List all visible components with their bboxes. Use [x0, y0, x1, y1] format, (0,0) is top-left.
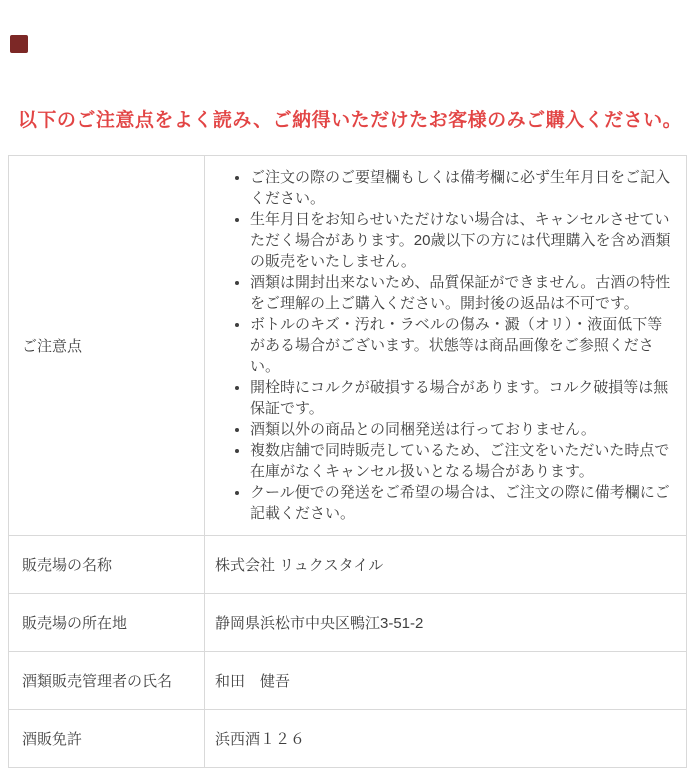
note-item: • 複数店舗で同時販売しているため、ご注文をいただいた時点で在庫がなくキャンセル扱いとなる場合があります。	[250, 440, 674, 482]
note-item: • 酒類以外の商品との同梱発送は行っておりません。	[250, 419, 674, 440]
row-value-manager-name: 和田 健吾	[205, 652, 687, 710]
row-label-notes: ご注意点	[9, 156, 205, 536]
note-item: • 酒類は開封出来ないため、品質保証ができません。古酒の特性をご理解の上ご購入ください。開封後の返品は不可です。	[250, 272, 674, 314]
row-label-manager-name: 酒類販売管理者の氏名	[9, 652, 205, 710]
note-item: • 生年月日をお知らせいただけない場合は、キャンセルさせていただく場合があります。20歳以下の方には代理購入を含め酒類の販売をいたしません。	[250, 209, 674, 272]
table-row-shop-name	[9, 536, 687, 594]
notes-cell	[205, 156, 687, 536]
table-row-license	[9, 710, 687, 768]
red-square-marker-icon	[10, 35, 28, 53]
note-item: • クール便での発送をご希望の場合は、ご注文の際に備考欄にご記載ください。	[250, 482, 674, 524]
row-value-license: 浜西酒１２６	[205, 710, 687, 768]
liquor-sales-info-table	[8, 155, 687, 768]
row-value-shop-address: 静岡県浜松市中央区鴨江3-51-2	[205, 594, 687, 652]
table-row-notes	[9, 156, 687, 536]
note-item: • ご注文の際のご要望欄もしくは備考欄に必ず生年月日をご記入ください。	[250, 167, 674, 209]
row-label-shop-address: 販売場の所在地	[9, 594, 205, 652]
notes-bullet-list	[215, 167, 674, 524]
row-value-shop-name: 株式会社 リュクスタイル	[205, 536, 687, 594]
note-item: • 開栓時にコルクが破損する場合があります。コルク破損等は無保証です。	[250, 377, 674, 419]
row-label-license: 酒販免許	[9, 710, 205, 768]
table-row-shop-address	[9, 594, 687, 652]
purchase-warning-heading: 以下のご注意点をよく読み、ご納得いただけたお客様のみご購入ください。	[17, 110, 683, 131]
note-item: • ボトルのキズ・汚れ・ラベルの傷み・澱（オリ）・液面低下等がある場合がございます。状態等は商品画像をご参照ください。	[250, 314, 674, 377]
row-label-shop-name: 販売場の名称	[9, 536, 205, 594]
table-row-manager-name	[9, 652, 687, 710]
